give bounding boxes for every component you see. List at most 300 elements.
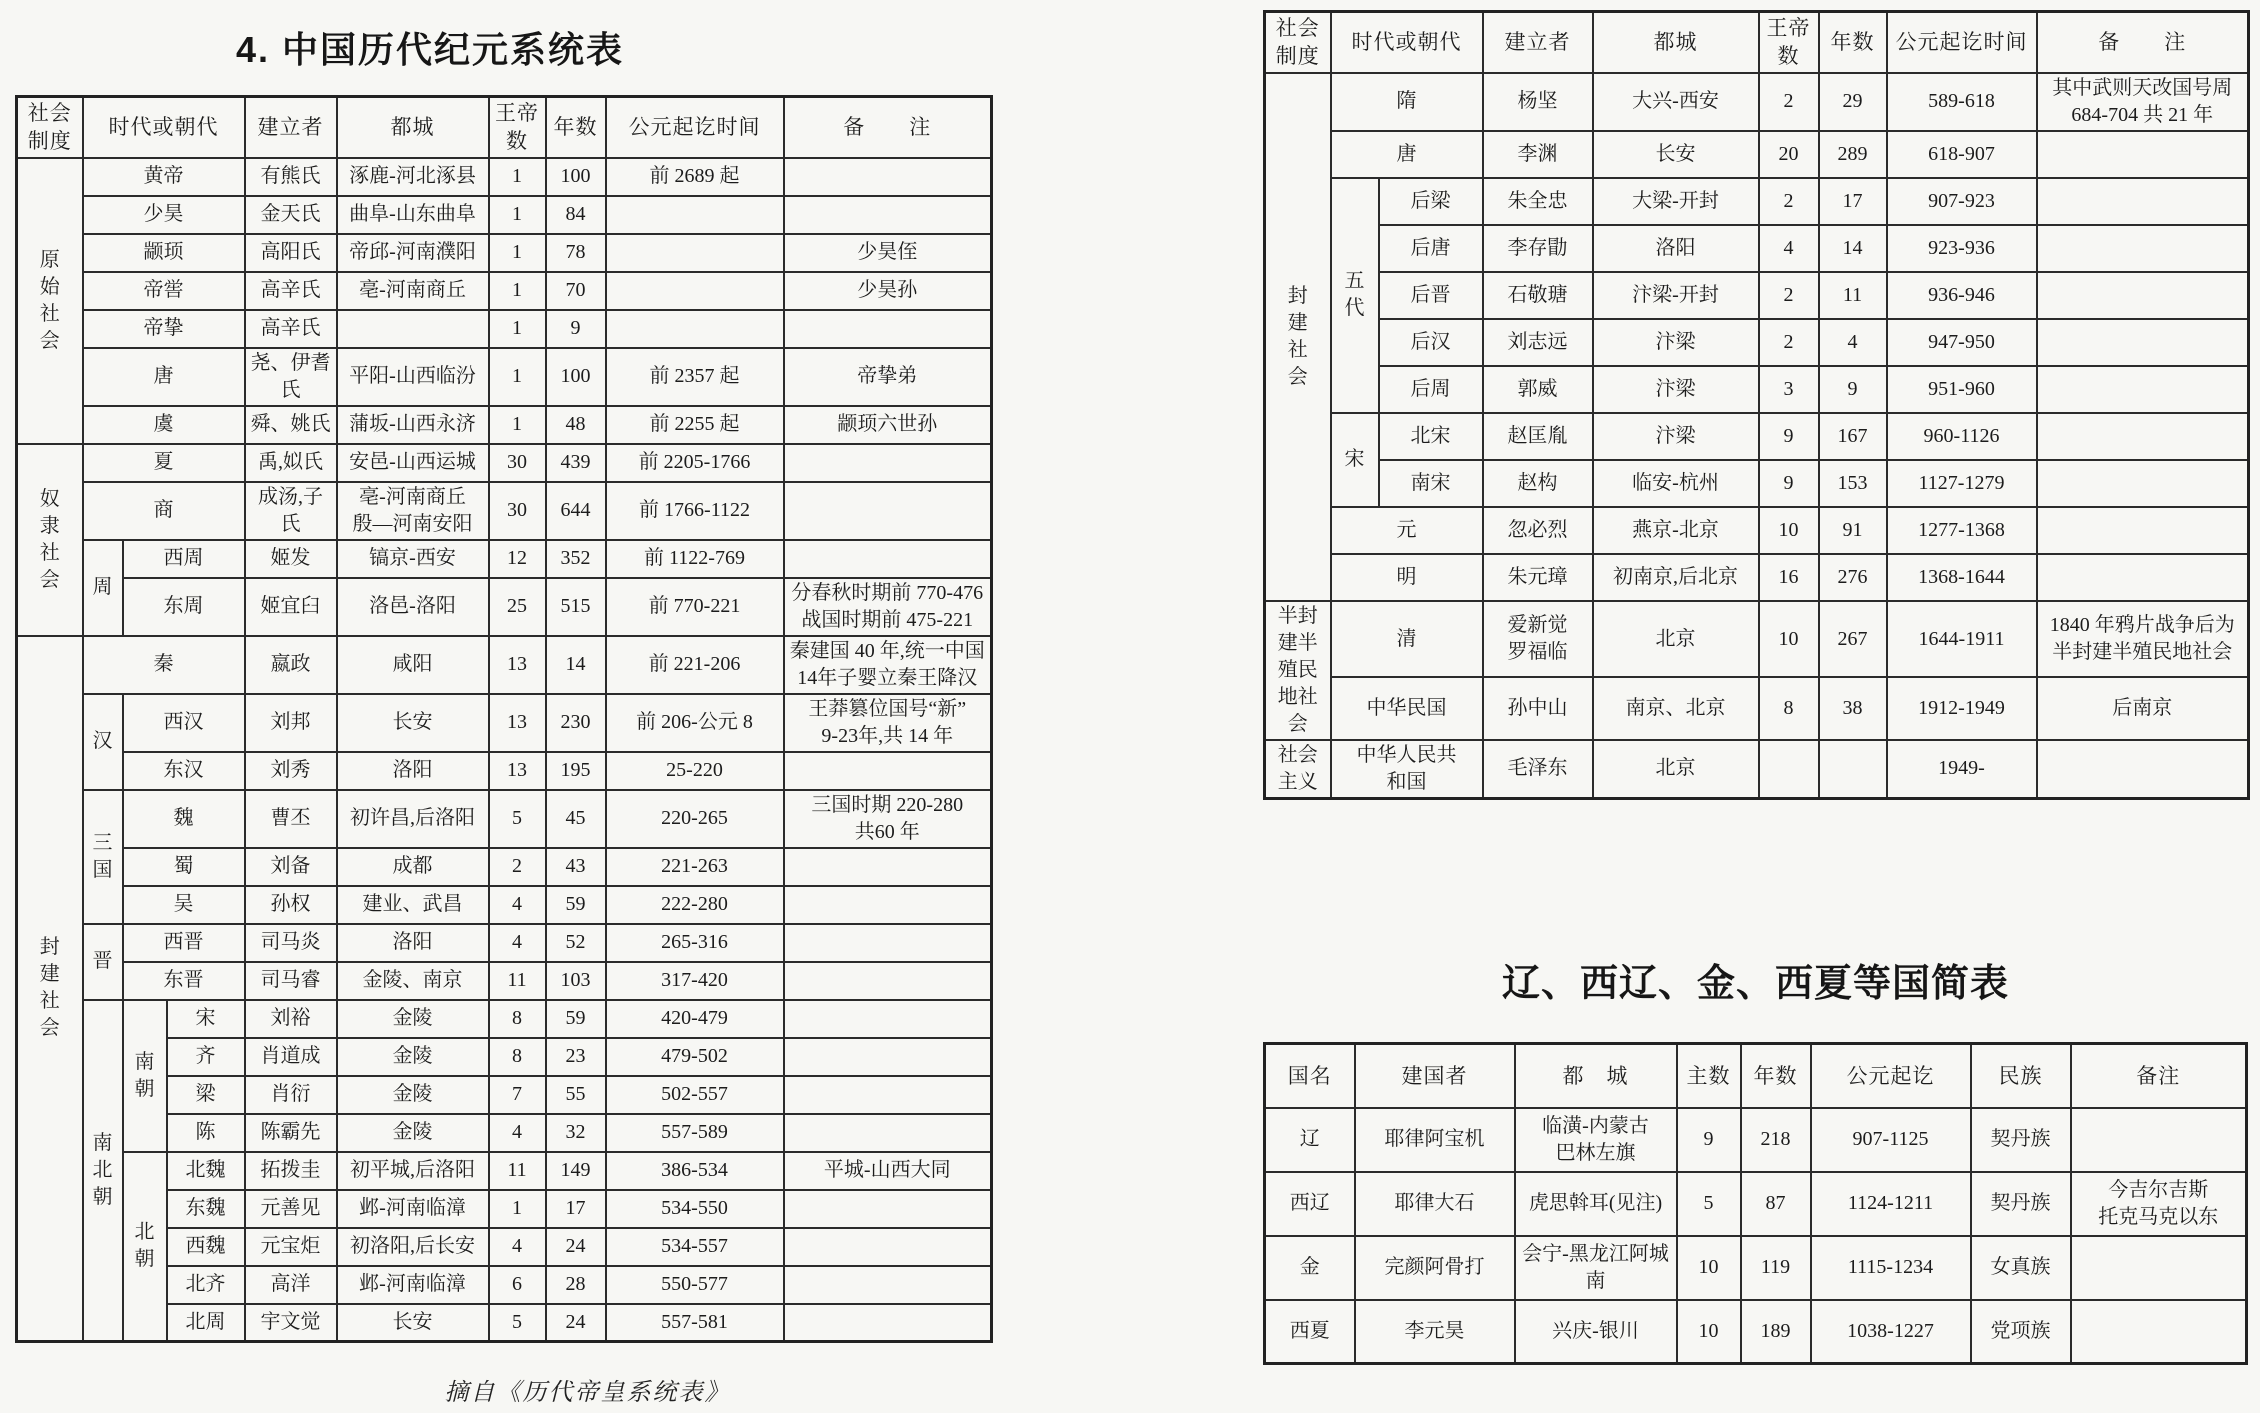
table-row (1265, 1300, 2247, 1364)
table-cell: 汴梁 (1593, 366, 1759, 413)
table-cell: 亳-河南商丘 (337, 272, 489, 310)
table-cell: 朱全忠 (1483, 178, 1593, 225)
table-cell: 汴梁 (1593, 319, 1759, 366)
table-row (17, 196, 992, 234)
table-cell: 金陵 (337, 1000, 489, 1038)
table-cell: 契丹族 (1971, 1108, 2071, 1172)
table-cell: 平城-山西大同 (784, 1152, 992, 1190)
table-cell: 后南京 (2037, 677, 2249, 739)
table-cell: 封 建 社 会 (1265, 73, 1331, 601)
table-row (1265, 12, 2249, 73)
column-header: 公元起讫时间 (1887, 12, 2037, 73)
table-cell: 大梁-开封 (1593, 178, 1759, 225)
table-cell: 100 (546, 158, 606, 196)
table-cell: 曲阜-山东曲阜 (337, 196, 489, 234)
table-cell: 今吉尔吉斯 托克马克以东 (2071, 1172, 2247, 1236)
table-cell: 会宁-黑龙江阿城南 (1515, 1236, 1677, 1300)
table-cell: 清 (1331, 601, 1483, 678)
table-cell (2071, 1236, 2247, 1300)
table-cell: 李渊 (1483, 131, 1593, 178)
table-cell: 439 (546, 444, 606, 482)
table-cell: 商 (83, 482, 245, 540)
table-cell: 11 (489, 962, 546, 1000)
table-cell: 2 (489, 848, 546, 886)
column-header: 建国者 (1355, 1044, 1515, 1108)
table-cell: 644 (546, 482, 606, 540)
table-cell (784, 1228, 992, 1266)
table-cell: 1 (489, 272, 546, 310)
table-cell (606, 196, 784, 234)
table-cell: 蒲坂-山西永济 (337, 406, 489, 444)
table-cell: 8 (1759, 677, 1819, 739)
table-row (1265, 1172, 2247, 1236)
table-cell: 邺-河南临漳 (337, 1266, 489, 1304)
table-cell (1759, 740, 1819, 799)
table-cell: 前 2357 起 (606, 348, 784, 406)
table-row (17, 482, 992, 540)
table-cell: 东晋 (123, 962, 245, 1000)
table-cell: 7 (489, 1076, 546, 1114)
table-cell: 1 (489, 234, 546, 272)
table-cell (2071, 1108, 2247, 1172)
table-cell: 43 (546, 848, 606, 886)
table-cell: 西夏 (1265, 1300, 1355, 1364)
table-cell: 忽必烈 (1483, 507, 1593, 554)
table-cell: 479-502 (606, 1038, 784, 1076)
table-cell: 1 (489, 1190, 546, 1228)
table-cell: 周 (83, 540, 123, 636)
table-cell: 蜀 (123, 848, 245, 886)
table-cell: 618-907 (1887, 131, 2037, 178)
table-cell: 923-936 (1887, 225, 2037, 272)
table-cell: 前 2205-1766 (606, 444, 784, 482)
table-cell: 金陵 (337, 1076, 489, 1114)
table-cell: 后唐 (1379, 225, 1483, 272)
table-cell: 兴庆-银川 (1515, 1300, 1677, 1364)
table-cell: 孙权 (245, 886, 337, 924)
table-row (17, 962, 992, 1000)
table-cell: 秦建国 40 年,统一中国 14年子婴立秦王降汉 (784, 636, 992, 694)
table-cell: 洛阳 (337, 752, 489, 790)
table-cell: 唐 (83, 348, 245, 406)
table-cell: 前 221-206 (606, 636, 784, 694)
table-cell: 封 建 社 会 (17, 636, 83, 1342)
table-cell: 北 朝 (123, 1152, 167, 1342)
table-cell: 成汤,子氏 (245, 482, 337, 540)
table-cell (2037, 413, 2249, 460)
table-cell: 西晋 (123, 924, 245, 962)
table-cell: 金陵 (337, 1114, 489, 1152)
table-cell: 帝挚弟 (784, 348, 992, 406)
table-cell: 临安-杭州 (1593, 460, 1759, 507)
table-cell: 南 朝 (123, 1000, 167, 1152)
table-cell: 东魏 (167, 1190, 245, 1228)
table-cell: 颛顼 (83, 234, 245, 272)
table-cell (2071, 1300, 2247, 1364)
table-cell: 951-960 (1887, 366, 2037, 413)
table-cell: 帝邱-河南濮阳 (337, 234, 489, 272)
table-cell (784, 1000, 992, 1038)
table-cell: 燕京-北京 (1593, 507, 1759, 554)
table-cell: 初洛阳,后长安 (337, 1228, 489, 1266)
table-cell: 赵构 (1483, 460, 1593, 507)
table-cell: 洛阳 (1593, 225, 1759, 272)
table-cell: 姬发 (245, 540, 337, 578)
table-cell: 宋 (167, 1000, 245, 1038)
table-row (1265, 131, 2249, 178)
table-row (1265, 554, 2249, 601)
table-cell: 100 (546, 348, 606, 406)
column-header: 建立者 (245, 97, 337, 158)
table-cell: 289 (1819, 131, 1887, 178)
table-row (17, 924, 992, 962)
table-cell (784, 1038, 992, 1076)
table-cell: 78 (546, 234, 606, 272)
table-cell: 后梁 (1379, 178, 1483, 225)
table-cell: 尧、伊耆氏 (245, 348, 337, 406)
table-cell: 1368-1644 (1887, 554, 2037, 601)
table-cell: 耶律阿宝机 (1355, 1108, 1515, 1172)
table-cell: 唐 (1331, 131, 1483, 178)
table-cell: 长安 (337, 1304, 489, 1342)
dynasty-table-right (1263, 10, 2250, 800)
table-cell: 2 (1759, 272, 1819, 319)
table-cell (784, 1266, 992, 1304)
table-row (1265, 413, 2249, 460)
table-cell: 高辛氏 (245, 272, 337, 310)
table-row (1265, 460, 2249, 507)
table-cell: 黄帝 (83, 158, 245, 196)
table-cell: 17 (546, 1190, 606, 1228)
table-cell: 嬴政 (245, 636, 337, 694)
table-cell (784, 158, 992, 196)
table-cell: 70 (546, 272, 606, 310)
table-row (1265, 677, 2249, 739)
table-cell (784, 962, 992, 1000)
table-cell: 少昊孙 (784, 272, 992, 310)
table-row (1265, 1044, 2247, 1108)
table-cell: 59 (546, 886, 606, 924)
table-cell: 9 (546, 310, 606, 348)
table-cell (784, 848, 992, 886)
column-header: 时代或朝代 (1331, 12, 1483, 73)
table-cell: 禹,姒氏 (245, 444, 337, 482)
table-row (1265, 1236, 2247, 1300)
table-cell: 成都 (337, 848, 489, 886)
table-cell: 后周 (1379, 366, 1483, 413)
table-cell: 14 (546, 636, 606, 694)
table-cell: 北京 (1593, 740, 1759, 799)
column-header: 年数 (546, 97, 606, 158)
column-header: 民族 (1971, 1044, 2071, 1108)
table-row (1265, 507, 2249, 554)
table-row (17, 848, 992, 886)
table-cell: 1 (489, 406, 546, 444)
table-cell: 230 (546, 694, 606, 752)
table-cell: 西魏 (167, 1228, 245, 1266)
table-cell: 420-479 (606, 1000, 784, 1038)
table-cell: 30 (489, 444, 546, 482)
table-cell: 金 (1265, 1236, 1355, 1300)
table-cell: 29 (1819, 73, 1887, 131)
table-row (17, 694, 992, 752)
table-cell: 8 (489, 1000, 546, 1038)
table-cell: 耶律大石 (1355, 1172, 1515, 1236)
table-cell: 汉 (83, 694, 123, 790)
table-cell: 镐京-西安 (337, 540, 489, 578)
table-cell: 完颜阿骨打 (1355, 1236, 1515, 1300)
table-cell (784, 1304, 992, 1342)
table-cell (784, 924, 992, 962)
table-cell: 洛阳 (337, 924, 489, 962)
table-cell: 南 北 朝 (83, 1000, 123, 1342)
table-cell: 金天氏 (245, 196, 337, 234)
table-cell: 西汉 (123, 694, 245, 752)
table-cell: 1 (489, 310, 546, 348)
table-cell: 1127-1279 (1887, 460, 2037, 507)
table-cell: 咸阳 (337, 636, 489, 694)
table-cell: 4 (1759, 225, 1819, 272)
table-cell: 北周 (167, 1304, 245, 1342)
table-cell: 南宋 (1379, 460, 1483, 507)
table-cell: 曹丕 (245, 790, 337, 848)
table-cell: 汴梁-开封 (1593, 272, 1759, 319)
column-header: 建立者 (1483, 12, 1593, 73)
table-row (17, 1152, 992, 1190)
table-cell: 4 (1819, 319, 1887, 366)
table-cell: 907-1125 (1811, 1108, 1971, 1172)
table-row (1265, 366, 2249, 413)
table-cell: 长安 (1593, 131, 1759, 178)
table-cell: 赵匡胤 (1483, 413, 1593, 460)
table-cell: 4 (489, 886, 546, 924)
column-header: 公元起讫 (1811, 1044, 1971, 1108)
table-cell: 晋 (83, 924, 123, 1000)
table-cell (2037, 178, 2249, 225)
table-cell (606, 234, 784, 272)
table-cell: 姬宜臼 (245, 578, 337, 636)
table-cell: 陈 (167, 1114, 245, 1152)
table-cell: 北魏 (167, 1152, 245, 1190)
table-row (17, 540, 992, 578)
table-cell: 建业、武昌 (337, 886, 489, 924)
table-cell: 317-420 (606, 962, 784, 1000)
table-row (1265, 740, 2249, 799)
table-cell: 557-581 (606, 1304, 784, 1342)
table-cell: 分春秋时期前 770-476 战国时期前 475-221 (784, 578, 992, 636)
table-cell: 2 (1759, 178, 1819, 225)
table-cell: 589-618 (1887, 73, 2037, 131)
liao-table (1263, 1042, 2248, 1365)
table-cell: 550-577 (606, 1266, 784, 1304)
table-cell (784, 1076, 992, 1114)
column-header: 国名 (1265, 1044, 1355, 1108)
table-cell: 颛顼六世孙 (784, 406, 992, 444)
table-cell: 刘裕 (245, 1000, 337, 1038)
table-row (1265, 319, 2249, 366)
table-cell: 半封 建半 殖民 地社 会 (1265, 601, 1331, 740)
table-cell: 初许昌,后洛阳 (337, 790, 489, 848)
column-header: 都 城 (1515, 1044, 1677, 1108)
table-cell: 南京、北京 (1593, 677, 1759, 739)
table-row (1265, 272, 2249, 319)
table-cell: 拓拨圭 (245, 1152, 337, 1190)
table-cell: 4 (489, 1114, 546, 1152)
table-cell: 13 (489, 694, 546, 752)
table-cell: 五 代 (1331, 178, 1379, 413)
table-cell: 杨坚 (1483, 73, 1593, 131)
table-cell: 高阳氏 (245, 234, 337, 272)
table-cell: 金陵 (337, 1038, 489, 1076)
table-cell: 5 (489, 1304, 546, 1342)
table-cell: 87 (1741, 1172, 1811, 1236)
page-title: 4. 中国历代纪元系统表 (235, 29, 625, 70)
table-cell: 奴 隶 社 会 (17, 444, 83, 636)
table-cell: 103 (546, 962, 606, 1000)
table-cell: 23 (546, 1038, 606, 1076)
table-cell: 45 (546, 790, 606, 848)
liao-table-title: 辽、西辽、金、西夏等国简表 (1501, 963, 2009, 1005)
table-cell: 10 (1759, 507, 1819, 554)
table-cell: 557-589 (606, 1114, 784, 1152)
table-row (17, 886, 992, 924)
table-cell: 32 (546, 1114, 606, 1152)
table-cell: 辽 (1265, 1108, 1355, 1172)
table-cell: 三国时期 220-280 共60 年 (784, 790, 992, 848)
table-cell: 齐 (167, 1038, 245, 1076)
table-cell: 9 (1819, 366, 1887, 413)
table-row (17, 406, 992, 444)
table-cell: 1 (489, 348, 546, 406)
table-row (17, 158, 992, 196)
table-cell: 936-946 (1887, 272, 2037, 319)
table-cell: 隋 (1331, 73, 1483, 131)
table-row (17, 272, 992, 310)
table-cell (784, 444, 992, 482)
table-cell: 后晋 (1379, 272, 1483, 319)
table-cell (2037, 131, 2249, 178)
table-cell: 北京 (1593, 601, 1759, 678)
table-cell: 1277-1368 (1887, 507, 2037, 554)
table-cell: 虎思斡耳(见注) (1515, 1172, 1677, 1236)
table-cell: 267 (1819, 601, 1887, 678)
table-row (17, 636, 992, 694)
table-cell: 24 (546, 1304, 606, 1342)
table-cell: 女真族 (1971, 1236, 2071, 1300)
table-cell: 秦 (83, 636, 245, 694)
table-cell: 魏 (123, 790, 245, 848)
table-cell: 1840 年鸦片战争后为 半封建半殖民地社会 (2037, 601, 2249, 678)
table-cell: 195 (546, 752, 606, 790)
table-cell: 司马炎 (245, 924, 337, 962)
table-cell: 三 国 (83, 790, 123, 924)
table-cell: 宋 (1331, 413, 1379, 507)
table-row (17, 1000, 992, 1038)
table-cell: 虞 (83, 406, 245, 444)
table-cell (2037, 740, 2249, 799)
table-cell (784, 752, 992, 790)
table-cell: 2 (1759, 319, 1819, 366)
table-cell: 吴 (123, 886, 245, 924)
table-cell: 1124-1211 (1811, 1172, 1971, 1236)
table-row (17, 444, 992, 482)
table-cell: 1038-1227 (1811, 1300, 1971, 1364)
table-cell: 265-316 (606, 924, 784, 962)
table-cell: 高辛氏 (245, 310, 337, 348)
table-cell: 明 (1331, 554, 1483, 601)
table-cell: 5 (489, 790, 546, 848)
table-cell: 刘志远 (1483, 319, 1593, 366)
column-header: 王帝 数 (489, 97, 546, 158)
column-header: 备 注 (2037, 12, 2249, 73)
table-cell: 947-950 (1887, 319, 2037, 366)
table-cell: 1644-1911 (1887, 601, 2037, 678)
column-header: 主数 (1677, 1044, 1741, 1108)
table-row (17, 790, 992, 848)
column-header: 公元起讫时间 (606, 97, 784, 158)
table-cell: 13 (489, 636, 546, 694)
table-cell: 10 (1677, 1300, 1741, 1364)
table-cell: 189 (1741, 1300, 1811, 1364)
table-cell: 东周 (123, 578, 245, 636)
column-header: 备 注 (784, 97, 992, 158)
table-cell: 初南京,后北京 (1593, 554, 1759, 601)
table-cell: 临潢-内蒙古 巴林左旗 (1515, 1108, 1677, 1172)
table-row (1265, 73, 2249, 131)
table-cell: 邺-河南临漳 (337, 1190, 489, 1228)
table-cell: 石敬瑭 (1483, 272, 1593, 319)
table-cell: 中华人民共 和国 (1331, 740, 1483, 799)
table-row (17, 348, 992, 406)
table-cell: 276 (1819, 554, 1887, 601)
table-cell: 48 (546, 406, 606, 444)
table-cell: 夏 (83, 444, 245, 482)
table-cell (1819, 740, 1887, 799)
table-cell (2037, 272, 2249, 319)
table-cell: 13 (489, 752, 546, 790)
table-cell: 西周 (123, 540, 245, 578)
table-cell (2037, 366, 2249, 413)
column-header: 社会 制度 (1265, 12, 1331, 73)
table-cell: 515 (546, 578, 606, 636)
table-cell: 社会 主义 (1265, 740, 1331, 799)
table-cell (606, 310, 784, 348)
column-header: 社会 制度 (17, 97, 83, 158)
table-cell: 119 (1741, 1236, 1811, 1300)
table-cell (337, 310, 489, 348)
table-cell (784, 482, 992, 540)
table-cell: 6 (489, 1266, 546, 1304)
table-cell: 元善见 (245, 1190, 337, 1228)
table-cell: 4 (489, 1228, 546, 1266)
table-cell (2037, 554, 2249, 601)
table-cell: 38 (1819, 677, 1887, 739)
table-cell (2037, 507, 2249, 554)
table-cell: 北齐 (167, 1266, 245, 1304)
table-cell: 1 (489, 158, 546, 196)
table-cell: 陈霸先 (245, 1114, 337, 1152)
table-cell: 59 (546, 1000, 606, 1038)
table-cell: 24 (546, 1228, 606, 1266)
table-cell: 前 2689 起 (606, 158, 784, 196)
source-note: 摘自《历代帝皇系统表》 (444, 1380, 731, 1406)
table-row (17, 97, 992, 158)
table-cell: 平阳-山西临汾 (337, 348, 489, 406)
column-header: 年数 (1819, 12, 1887, 73)
table-cell: 李元昊 (1355, 1300, 1515, 1364)
table-cell: 元 (1331, 507, 1483, 554)
column-header: 年数 (1741, 1044, 1811, 1108)
